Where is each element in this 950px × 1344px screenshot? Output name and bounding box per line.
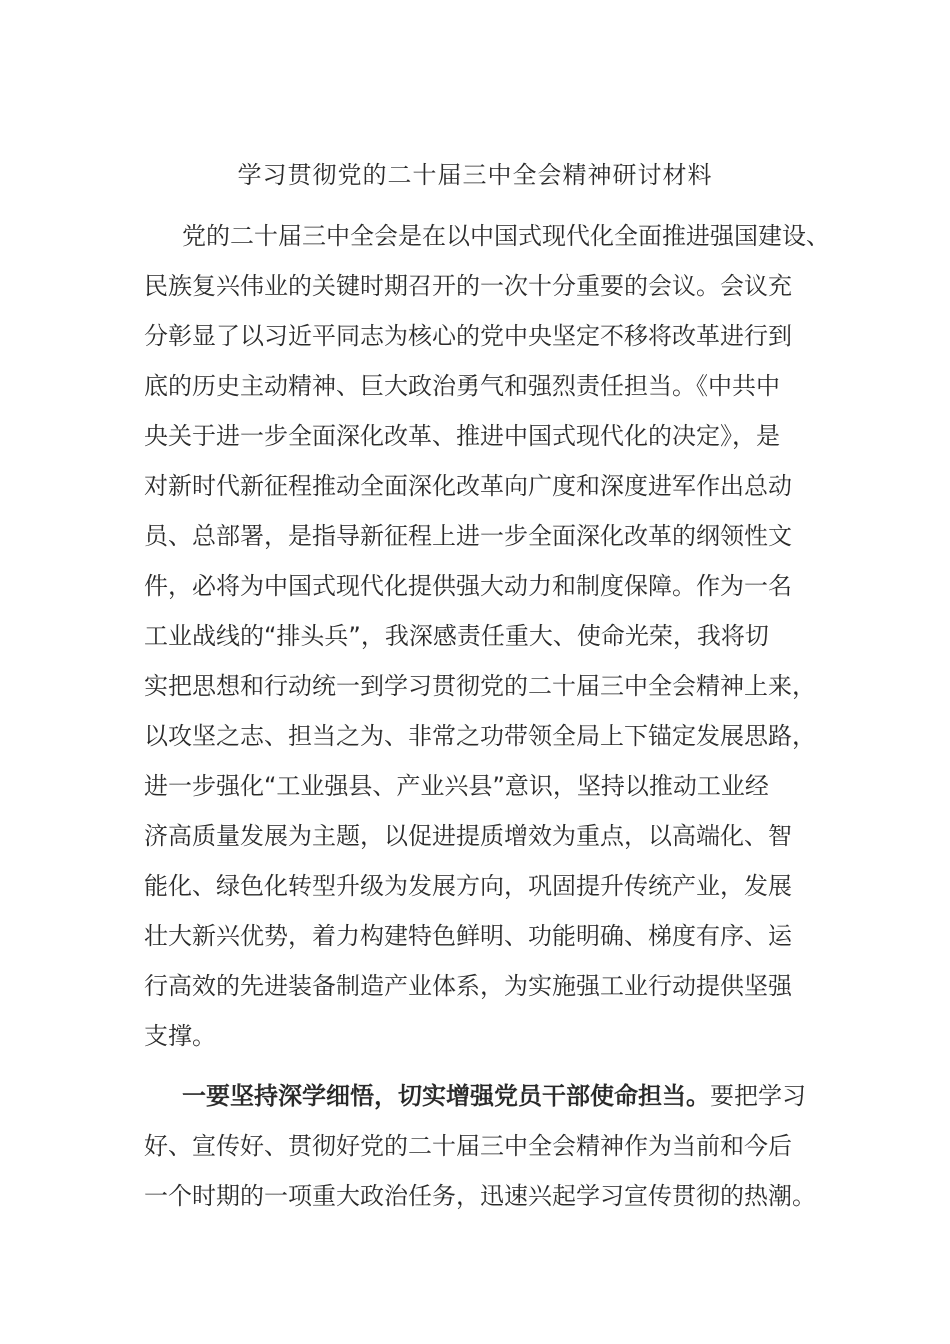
body-paragraph-intro (144, 211, 830, 1061)
paragraph-line: 支撑。 (144, 1022, 216, 1050)
section-heading-lead: 一要坚持深学细悟，切实增强党员干部使命担当。 (182, 1082, 710, 1110)
paragraph-line: 实把思想和行动统一到学习贯彻党的二十届三中全会精神上来， (144, 672, 816, 700)
paragraph-line: 央关于进一步全面深化改革、推进中国式现代化的决定》，是 (144, 422, 780, 450)
paragraph-line (144, 1071, 807, 1121)
paragraph-line: 壮大新兴优势，着力构建特色鲜明、功能明确、梯度有序、运 (144, 922, 792, 950)
paragraph-line: 民族复兴伟业的关键时期召开的一次十分重要的会议。会议充 (144, 272, 792, 300)
paragraph-line: 件，必将为中国式现代化提供强大动力和制度保障。作为一名 (144, 572, 792, 600)
paragraph-line: 进一步强化“工业强县、产业兴县”意识，坚持以推动工业经 (144, 772, 769, 800)
paragraph-line: 好、宣传好、贯彻好党的二十届三中全会精神作为当前和今后 (144, 1132, 792, 1160)
paragraph-line: 对新时代新征程推动全面深化改革向广度和深度进军作出总动 (144, 472, 792, 500)
paragraph-line: 能化、绿色化转型升级为发展方向，巩固提升传统产业，发展 (144, 872, 792, 900)
paragraph-line: 行高效的先进装备制造产业体系，为实施强工业行动提供坚强 (144, 972, 792, 1000)
paragraph-line: 党的二十届三中全会是在以中国式现代化全面推进强国建设、 (182, 222, 830, 250)
paragraph-line: 济高质量发展为主题，以促进提质增效为重点，以高端化、智 (144, 822, 792, 850)
paragraph-text: 要把学习 (710, 1082, 806, 1110)
paragraph-line: 以攻坚之志、担当之为、非常之功带领全局上下锚定发展思路， (144, 722, 816, 750)
paragraph-line: 工业战线的“排头兵”，我深感责任重大、使命光荣，我将切 (144, 622, 769, 650)
body-paragraph-point-one (144, 1071, 816, 1221)
paragraph-line: 分彰显了以习近平同志为核心的党中央坚定不移将改革进行到 (144, 322, 792, 350)
paragraph-line: 底的历史主动精神、巨大政治勇气和强烈责任担当。《中共中 (144, 372, 780, 400)
paragraph-line: 一个时期的一项重大政治任务，迅速兴起学习宣传贯彻的热潮。 (144, 1182, 816, 1210)
paragraph-line: 员、总部署，是指导新征程上进一步全面深化改革的纲领性文 (144, 522, 792, 550)
document-title: 学习贯彻党的二十届三中全会精神研讨材料 (237, 161, 713, 189)
